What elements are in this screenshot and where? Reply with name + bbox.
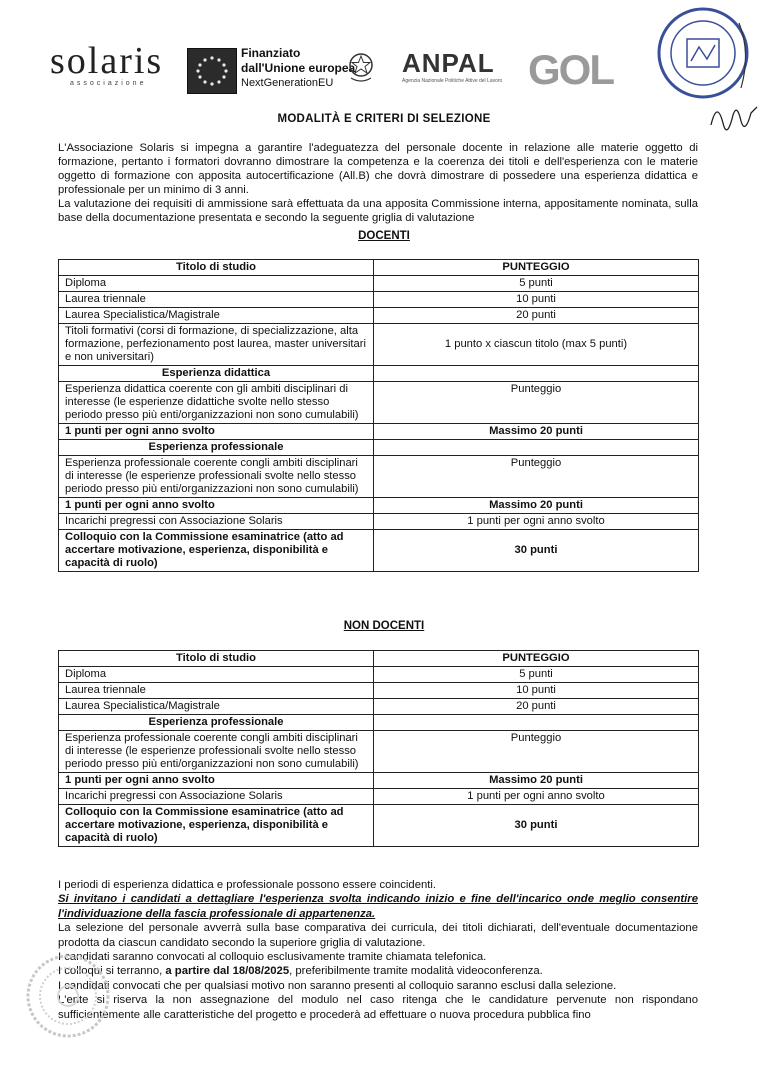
footer-paragraph: L'ente si riserva la non assegnazione del modulo nel caso ritenga che le candidature pervenute non rispondano sufficientemente alle caratteristiche del progetto e procederà ad effettuare o nuova procedura pubblica fino <box>58 994 698 1021</box>
row-empty <box>374 715 699 731</box>
row-score: Massimo 20 punti <box>374 773 699 789</box>
row-subheading: Esperienza didattica <box>59 366 374 382</box>
row-score: Massimo 20 punti <box>374 424 699 440</box>
row-label: Incarichi pregressi con Associazione Solaris <box>59 789 374 805</box>
col-score: PUNTEGGIO <box>374 260 699 276</box>
row-label: Incarichi pregressi con Associazione Solaris <box>59 514 374 530</box>
table-row <box>59 789 699 805</box>
italian-emblem-icon <box>346 48 376 84</box>
footer-text <box>58 878 698 1022</box>
anpal-subtitle: Agenzia Nazionale Politiche Attive del Lavoro <box>402 78 503 84</box>
row-label: Titoli formativi (corsi di formazione, di specializzazione, alta formazione, perfezionamento post laurea, master universitari e non universitari) <box>59 324 374 366</box>
gol-logo: GOL <box>528 46 613 93</box>
table-row <box>59 514 699 530</box>
row-empty <box>374 366 699 382</box>
row-score: 30 punti <box>374 530 699 572</box>
row-label: Laurea Specialistica/Magistrale <box>59 699 374 715</box>
footer-date: a partire dal 18/08/2025 <box>165 965 290 978</box>
footer-emphasis: Si invitano i candidati a dettagliare l'esperienza svolta indicando inizio e fine dell'incarico onde meglio consentire l'individuazione della fascia professionale di appartenenza. <box>58 893 698 920</box>
row-label: 1 punti per ogni anno svolto <box>59 498 374 514</box>
footer-paragraph <box>58 964 698 978</box>
anpal-logo <box>402 48 512 84</box>
row-label: Diploma <box>59 276 374 292</box>
eu-flag-icon <box>187 48 237 94</box>
row-score: 1 punto x ciascun titolo (max 5 punti) <box>374 324 699 366</box>
row-score: 10 punti <box>374 292 699 308</box>
table-row <box>59 292 699 308</box>
table-row <box>59 498 699 514</box>
intro-text <box>58 141 698 225</box>
eu-line-2: dall'Unione europea <box>241 61 356 75</box>
eu-line-1: Finanziato <box>241 46 301 60</box>
row-score: Punteggio <box>374 382 699 424</box>
table-row <box>59 440 699 456</box>
table-header-row <box>59 651 699 667</box>
footer-paragraph: La selezione del personale avverrà sulla base comparativa dei curricula, dei titoli dichiarati, dell'eventuale documentazione prodotta da ciascun candidato secondo la superiore griglia di valutazione. <box>58 922 698 949</box>
solaris-wordmark: solaris <box>50 40 164 82</box>
row-score: 20 punti <box>374 308 699 324</box>
table-row <box>59 382 699 424</box>
table-row <box>59 366 699 382</box>
row-label: Diploma <box>59 667 374 683</box>
footer-fragment: , preferibilmente tramite modalità videoconferenza. <box>289 965 543 978</box>
row-score: Punteggio <box>374 456 699 498</box>
row-label: Esperienza professionale coerente congli ambiti disciplinari di interesse (le esperienze professionali svolte nello stesso periodo presso più enti/organizzazioni non sono cumulabili) <box>59 456 374 498</box>
table-row <box>59 530 699 572</box>
row-score: Massimo 20 punti <box>374 498 699 514</box>
solaris-subtitle: associazione <box>70 80 147 87</box>
row-label: Colloquio con la Commissione esaminatrice (atto ad accertare motivazione, esperienza, disponibilità e capacità di ruolo) <box>59 805 374 847</box>
col-score: PUNTEGGIO <box>374 651 699 667</box>
row-score: 30 punti <box>374 805 699 847</box>
table-row <box>59 683 699 699</box>
intro-paragraph: La valutazione dei requisiti di ammissione sarà effettuata da una apposita Commissione interna, appositamente nominata, sulla base della documentazione presentata e secondo la seguente griglia di valutazione <box>58 198 698 224</box>
row-label: 1 punti per ogni anno svolto <box>59 424 374 440</box>
row-score: 1 punti per ogni anno svolto <box>374 789 699 805</box>
row-score: 10 punti <box>374 683 699 699</box>
row-label: Laurea Specialistica/Magistrale <box>59 308 374 324</box>
row-label: Esperienza professionale coerente congli ambiti disciplinari di interesse (le esperienze professionali svolte nello stesso periodo presso più enti/organizzazioni non sono cumulabili) <box>59 731 374 773</box>
row-score: 1 punti per ogni anno svolto <box>374 514 699 530</box>
row-subheading: Esperienza professionale <box>59 715 374 731</box>
row-score: 20 punti <box>374 699 699 715</box>
col-title: Titolo di studio <box>59 260 374 276</box>
row-score: 5 punti <box>374 667 699 683</box>
non-docenti-heading: NON DOCENTI <box>343 620 425 632</box>
letterhead <box>50 30 710 105</box>
row-label: Esperienza didattica coerente con gli ambiti disciplinari di interesse (le esperienze didattiche svolte nello stesso periodo presso più enti/organizzazioni non sono cumulabili) <box>59 382 374 424</box>
table-header-row <box>59 260 699 276</box>
row-label: 1 punti per ogni anno svolto <box>59 773 374 789</box>
footer-fragment: I colloqui si terranno, <box>58 965 166 978</box>
row-label: Colloquio con la Commissione esaminatrice (atto ad accertare motivazione, esperienza, disponibilità e capacità di ruolo) <box>59 530 374 572</box>
row-score: 5 punti <box>374 276 699 292</box>
embossed-seal-icon <box>22 950 117 1042</box>
table-row <box>59 773 699 789</box>
row-empty <box>374 440 699 456</box>
non-docenti-table <box>58 650 699 847</box>
intro-paragraph: L'Associazione Solaris si impegna a garantire l'adeguatezza del personale docente in relazione alle materie oggetto di formazione, pertanto i formatori dovranno dimostrare la competenza e la coerenza dei titoli e dell'esperienza con le materie oggetto di formazione con apposita autocertificazione (All.B) che dovrà dimostrare di possedere una esperienza didattica e professionale per un minimo di 3 anni. <box>58 142 698 196</box>
eu-line-3: NextGenerationEU <box>241 77 334 89</box>
row-score: Punteggio <box>374 731 699 773</box>
row-label: Laurea triennale <box>59 683 374 699</box>
docenti-table <box>58 259 699 572</box>
table-row <box>59 805 699 847</box>
row-subheading: Esperienza professionale <box>59 440 374 456</box>
row-label: Laurea triennale <box>59 292 374 308</box>
table-row <box>59 715 699 731</box>
solaris-logo <box>50 42 170 87</box>
anpal-wordmark: ANPAL <box>402 48 495 78</box>
table-row <box>59 308 699 324</box>
table-row <box>59 424 699 440</box>
table-row <box>59 667 699 683</box>
footer-paragraph: I candidati saranno convocati al colloquio esclusivamente tramite chiamata telefonica. <box>58 951 487 964</box>
page-title: MODALITÀ E CRITERI DI SELEZIONE <box>277 113 491 125</box>
footer-paragraph: I periodi di esperienza didattica e professionale possono essere coincidenti. <box>58 879 437 891</box>
table-row <box>59 324 699 366</box>
footer-paragraph: I candidati convocati che per qualsiasi motivo non saranno presenti al colloquio saranno esclusi dalla selezione. <box>58 979 617 992</box>
official-stamp-icon <box>651 3 763 103</box>
eu-funding-text <box>241 46 355 91</box>
table-row <box>59 699 699 715</box>
table-row <box>59 731 699 773</box>
docenti-heading: DOCENTI <box>358 230 410 242</box>
table-row <box>59 276 699 292</box>
col-title: Titolo di studio <box>59 651 374 667</box>
table-row <box>59 456 699 498</box>
